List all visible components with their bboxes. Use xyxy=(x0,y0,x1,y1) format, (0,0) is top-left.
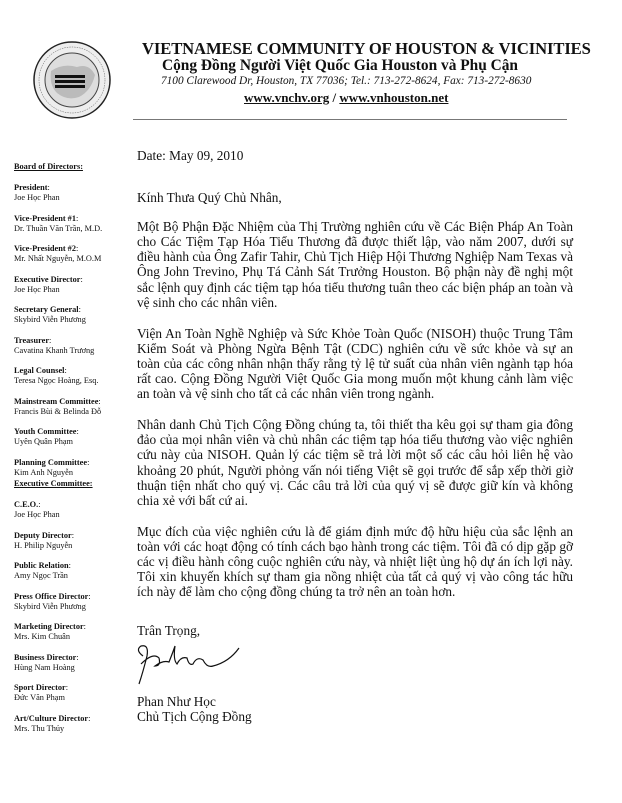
sidebar-entry xyxy=(14,336,132,356)
sidebar-entry xyxy=(14,531,132,551)
entry-role-line: Legal Counsel: xyxy=(14,366,67,375)
entry-role: Art/Culture Director xyxy=(14,713,89,723)
entry-role-line: Public Relation: xyxy=(14,561,71,570)
entry-role-line: Sport Director: xyxy=(14,683,68,692)
entry-role: Treasurer xyxy=(14,335,50,345)
entry-name: H. Philip Nguyễn xyxy=(14,540,73,550)
entry-role: Marketing Director xyxy=(14,622,84,631)
entry-name: Amy Ngọc Trần xyxy=(14,571,68,580)
entry-role-line: Secretary General: xyxy=(14,305,81,314)
sidebar-entry xyxy=(14,683,132,703)
entry-name: Cavatina Khanh Trương xyxy=(14,345,95,355)
sidebar-entry xyxy=(14,427,132,447)
header-divider xyxy=(133,119,567,120)
executive-sidebar xyxy=(14,479,132,744)
signer-name: Phan Như Học xyxy=(137,694,216,710)
entry-role: Deputy Director xyxy=(14,530,72,540)
entry-name: Francis Bùi & Belinda Đỗ xyxy=(14,406,102,416)
organization-name-vietnamese: Cộng Đồng Người Việt Quốc Gia Houston và Phụ Cận xyxy=(162,57,518,74)
board-list xyxy=(14,183,132,478)
signer-title: Chủ Tịch Cộng Đồng xyxy=(137,709,252,725)
sidebar-entry xyxy=(14,397,132,417)
letter-body xyxy=(137,148,573,725)
board-heading: Board of Directors: xyxy=(14,162,83,171)
entry-role-line: C.E.O.: xyxy=(14,500,41,509)
entry-role: Vice-President #2 xyxy=(14,244,76,253)
entry-role: Executive Director xyxy=(14,274,81,284)
sidebar-entry xyxy=(14,622,132,642)
entry-role-line: Youth Committee: xyxy=(14,427,79,436)
entry-name: Đức Văn Phạm xyxy=(14,693,65,702)
entry-role: Secretary General xyxy=(14,305,79,314)
entry-role: Business Director xyxy=(14,652,77,662)
entry-role: Public Relation xyxy=(14,561,69,570)
executive-heading: Executive Committee: xyxy=(14,479,93,488)
sidebar-entry xyxy=(14,561,132,581)
paragraph-3: Nhân danh Chủ Tịch Cộng Đồng chúng ta, tôi thiết tha kêu gọi sự tham gia đông đảo của mọi nhân viên và chủ nhân các tiệm tạp hóa tiểu thương vào việc nghiên cứu này của NISOH. Quản lý các tiệm sẽ trả lời một số các câu hỏi liên hệ vào khoảng 20 phút, Người phỏng vấn nói tiếng Việt sẽ gọi trước để sắp xếp thời giờ thuận tiện nhất cho quý vị. Các câu trả lời của quý vị sẽ được giữ kín và không chia xẻ với bất cứ ai. xyxy=(137,417,573,508)
sidebar-entry xyxy=(14,500,132,520)
organization-address: 7100 Clarewood Dr, Houston, TX 77036; Tel.: 713-272-8624, Fax: 713-272-8630 xyxy=(161,75,532,87)
entry-role: Planning Committee xyxy=(14,457,88,467)
letter-date: Date: May 09, 2010 xyxy=(137,148,244,163)
entry-role-line: Marketing Director: xyxy=(14,622,86,631)
website-link-vnhouston[interactable]: www.vnhouston.net xyxy=(339,90,449,105)
entry-name: Hùng Nam Hoàng xyxy=(14,662,75,672)
entry-name: Mr. Nhất Nguyễn, M.O.M xyxy=(14,254,102,263)
entry-name: Skybird Viễn Phương xyxy=(14,315,86,324)
entry-role-line: President: xyxy=(14,183,50,192)
organization-seal-logo xyxy=(33,41,111,119)
paragraph-1: Một Bộ Phận Đặc Nhiệm của Thị Trường nghiên cứu về Các Biện Pháp An Toàn cho Các Tiệm Tạp Hóa Tiểu Thương đã được thiết lập, vào năm 2007, dưới sự điều hành của Ông Zafir Tahir, Chủ Tịch Hiệp Hội Thương Nghiệp Nam Texas và Ông John Trevino, Phụ Tá Cảnh Sát Trưởng Houston. Bộ phận này đề nghị một sắc lệnh quy định các tiệm tạp hóa tiểu thương tuân theo các biện pháp an toàn và vệ sinh cho các nhân viên. xyxy=(137,219,573,310)
executive-list xyxy=(14,500,132,734)
handwritten-signature xyxy=(133,642,243,688)
sidebar-entry xyxy=(14,214,132,234)
entry-name: Joe Học Phan xyxy=(14,510,60,519)
entry-role-line: Executive Director: xyxy=(14,274,83,284)
sidebar-entry xyxy=(14,714,132,734)
entry-role: President xyxy=(14,183,48,192)
website-links xyxy=(244,90,448,106)
sidebar-entry xyxy=(14,366,132,386)
entry-name: Skybird Viễn Phương xyxy=(14,601,86,611)
entry-name: Teresa Ngọc Hoàng, Esq. xyxy=(14,376,99,385)
entry-name: Mrs. Kim Chuân xyxy=(14,632,71,641)
url-separator: / xyxy=(329,90,340,105)
sidebar-entry xyxy=(14,305,132,325)
entry-role: C.E.O. xyxy=(14,500,39,509)
website-link-vnchv[interactable]: www.vnchv.org xyxy=(244,90,330,105)
entry-role-line: Mainstream Committee: xyxy=(14,396,101,406)
entry-role-line: Deputy Director: xyxy=(14,530,74,540)
entry-name: Kim Anh Nguyễn xyxy=(14,467,73,477)
entry-role-line: Art/Culture Director: xyxy=(14,713,91,723)
entry-role-line: Vice-President #1: xyxy=(14,213,79,223)
entry-name: Dr. Thuần Văn Trần, M.D. xyxy=(14,223,103,233)
sidebar-entry xyxy=(14,183,132,203)
paragraph-4: Mục đích của việc nghiên cứu là để giám định mức độ hữu hiệu của sắc lệnh an toàn với các hoạt động có tính cách bạo hành trong các tiệm. Tôi đã có dịp gặp gỡ các vị điều hành công cuộc nghiên cứu này, và nhiệt liệt ủng hộ dự án ích lợi này. Tôi xin khuyến khích sự tham gia nồng nhiệt của tất cả quý vị vào công tác hữu ích này để làm cho cộng đồng chúng ta trở nên an toàn hơn. xyxy=(137,523,573,600)
entry-role-line: Business Director: xyxy=(14,652,79,662)
organization-name: VIETNAMESE COMMUNITY OF HOUSTON & VICINITIES xyxy=(142,39,591,58)
sidebar-entry xyxy=(14,458,132,478)
entry-role-line: Vice-President #2: xyxy=(14,244,79,253)
entry-name: Uyên Quân Phạm xyxy=(14,437,73,446)
sidebar-entry xyxy=(14,653,132,673)
entry-role-line: Planning Committee: xyxy=(14,457,90,467)
letter-closing: Trân Trọng, xyxy=(137,623,201,639)
entry-name: Joe Học Phan xyxy=(14,284,60,294)
entry-role: Mainstream Committee xyxy=(14,396,99,406)
entry-role-line: Press Office Director: xyxy=(14,591,91,601)
entry-role: Legal Counsel xyxy=(14,366,65,375)
entry-role: Press Office Director xyxy=(14,591,89,601)
letter-greeting: Kính Thưa Quý Chủ Nhân, xyxy=(137,190,282,206)
sidebar-entry xyxy=(14,244,132,264)
sidebar-entry xyxy=(14,592,132,612)
entry-role: Vice-President #1 xyxy=(14,213,76,223)
board-sidebar xyxy=(14,162,132,488)
entry-role: Sport Director xyxy=(14,683,66,692)
entry-name: Joe Học Phan xyxy=(14,193,60,202)
sidebar-entry xyxy=(14,275,132,295)
entry-name: Mrs. Thu Thủy xyxy=(14,723,65,733)
entry-role: Youth Committee xyxy=(14,427,77,436)
paragraph-2: Viện An Toàn Nghề Nghiệp và Sức Khỏe Toàn Quốc (NISOH) thuộc Trung Tâm Kiểm Soát và Phòng Ngừa Bệnh Tật (CDC) nghiên cứu về sức khỏe và sự an toàn của các công nhân nhận thấy rằng tỷ lệ tử suất của nhân viên ngành tạp hóa rất cao. Cộng Đồng Người Việt Quốc Gia mong muốn một khung cảnh làm việc an toàn và vệ sinh cho tất cả các nhân viên trong ngành. xyxy=(137,325,573,402)
entry-role-line: Treasurer: xyxy=(14,335,52,345)
